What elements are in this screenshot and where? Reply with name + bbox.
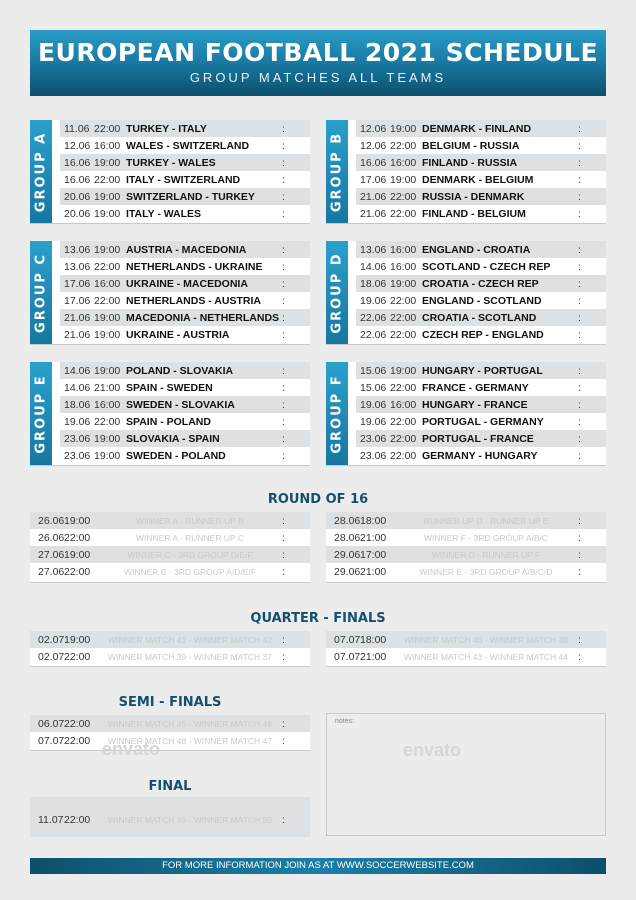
match-date: 07.07 xyxy=(38,734,65,747)
match-row xyxy=(356,137,606,154)
match-time: 19:00 xyxy=(94,449,121,462)
match-teams: DENMARK - BELGIUM xyxy=(422,173,534,186)
group-tab xyxy=(326,120,348,223)
match-teams: HUNGARY - FRANCE xyxy=(422,398,528,411)
match-date: 11.06 xyxy=(64,122,90,135)
match-teams: WINNER C - 3RD GROUP D/E/F xyxy=(127,549,253,560)
match-row xyxy=(60,275,310,292)
score-field[interactable]: : xyxy=(282,565,285,578)
match-teams: WINNER F - 3RD GROUP A/B/C xyxy=(423,532,549,543)
match-date: 14.06 xyxy=(64,364,91,377)
score-field[interactable]: : xyxy=(282,311,285,324)
score-field[interactable]: : xyxy=(578,156,581,169)
match-teams: SWITZERLAND - TURKEY xyxy=(126,190,255,203)
score-field[interactable]: : xyxy=(282,432,285,445)
match-teams: HUNGARY - PORTUGAL xyxy=(422,364,543,377)
match-teams: WINNER MATCH 40 - WINNER MATCH 38 xyxy=(403,634,569,645)
match-teams: WINNER MATCH 41 - WINNER MATCH 42 xyxy=(107,634,273,645)
match-row xyxy=(60,137,310,154)
match-row xyxy=(30,811,310,828)
final-box xyxy=(30,797,310,837)
match-row xyxy=(30,732,310,749)
score-field[interactable]: : xyxy=(578,311,581,324)
match-date: 15.06 xyxy=(360,364,387,377)
match-row xyxy=(30,563,310,580)
match-row xyxy=(356,309,606,326)
match-time: 16:00 xyxy=(94,277,121,290)
match-teams: PORTUGAL - GERMANY xyxy=(422,415,544,428)
match-teams: CROATIA - CZECH REP xyxy=(422,277,539,290)
match-row xyxy=(60,430,310,447)
match-row xyxy=(30,546,310,563)
match-teams: TURKEY - WALES xyxy=(126,156,216,169)
quarter-finals-left xyxy=(30,631,310,666)
match-date: 26.06 xyxy=(38,531,65,544)
match-date: 02.07 xyxy=(38,650,65,663)
semi-finals-title: SEMI - FINALS xyxy=(118,695,222,710)
match-row xyxy=(30,648,310,665)
match-row xyxy=(356,447,606,464)
match-row xyxy=(356,188,606,205)
match-date: 13.06 xyxy=(64,260,91,273)
quarter-finals-right xyxy=(326,631,606,666)
score-field[interactable]: : xyxy=(282,294,285,307)
score-field[interactable]: : xyxy=(282,398,285,411)
match-date: 12.06 xyxy=(360,139,387,152)
match-row xyxy=(60,309,310,326)
group-box xyxy=(326,362,606,465)
match-time: 22:00 xyxy=(390,139,417,152)
match-date: 17.06 xyxy=(360,173,387,186)
match-time: 22:00 xyxy=(64,531,91,544)
match-row xyxy=(60,120,310,137)
match-date: 28.06 xyxy=(334,514,361,527)
match-teams: ENGLAND - CROATIA xyxy=(422,243,531,256)
match-teams: MACEDONIA - NETHERLANDS xyxy=(126,311,280,324)
match-date: 23.06 xyxy=(64,449,91,462)
match-time: 22:00 xyxy=(64,717,91,730)
match-time: 19:00 xyxy=(94,243,121,256)
match-date: 29.06 xyxy=(334,548,361,561)
match-date: 06.07 xyxy=(38,717,65,730)
group-box xyxy=(30,241,310,344)
match-time: 19:00 xyxy=(94,432,121,445)
match-teams: NETHERLANDS - AUSTRIA xyxy=(126,294,261,307)
match-teams: TURKEY - ITALY xyxy=(126,122,207,135)
match-time: 18:00 xyxy=(360,514,387,527)
match-time: 21:00 xyxy=(360,531,387,544)
score-field[interactable]: : xyxy=(578,650,581,663)
score-field[interactable]: : xyxy=(578,548,581,561)
match-row xyxy=(326,563,606,580)
score-field[interactable]: : xyxy=(282,207,285,220)
match-teams: WALES - SWITZERLAND xyxy=(126,139,250,152)
match-teams: WINNER MATCH 45 - WINNER MATCH 46 xyxy=(107,718,273,729)
match-time: 16:00 xyxy=(94,398,121,411)
match-row xyxy=(356,379,606,396)
group-label: GROUP F xyxy=(329,373,345,454)
match-time: 22:00 xyxy=(94,415,121,428)
match-date: 16.06 xyxy=(64,173,91,186)
quarter-finals-title: QUARTER - FINALS xyxy=(250,611,386,626)
score-field[interactable]: : xyxy=(578,207,581,220)
score-field[interactable]: : xyxy=(578,432,581,445)
match-row xyxy=(356,413,606,430)
match-row xyxy=(356,326,606,343)
group-box xyxy=(30,120,310,223)
watermark-logo: envato xyxy=(403,740,462,760)
match-time: 16:00 xyxy=(390,156,417,169)
match-teams: SLOVAKIA - SPAIN xyxy=(126,432,220,445)
match-date: 11.07 xyxy=(38,813,64,826)
match-time: 22:00 xyxy=(390,381,417,394)
match-time: 19:00 xyxy=(64,514,91,527)
match-date: 17.06 xyxy=(64,277,91,290)
match-date: 23.06 xyxy=(360,449,387,462)
match-time: 19:00 xyxy=(390,122,417,135)
match-teams: WINNER A - RUNNER UP C xyxy=(136,532,244,543)
notes-label: notes: xyxy=(335,718,355,725)
score-field[interactable]: : xyxy=(282,122,285,135)
match-teams: SWEDEN - POLAND xyxy=(126,449,226,462)
match-row xyxy=(60,396,310,413)
match-teams: NETHERLANDS - UKRAINE xyxy=(126,260,263,273)
group-tab xyxy=(326,241,348,344)
match-date: 20.06 xyxy=(64,207,91,220)
match-teams: SPAIN - SWEDEN xyxy=(126,381,213,394)
match-time: 16:00 xyxy=(94,139,121,152)
score-field[interactable]: : xyxy=(578,415,581,428)
match-date: 27.06 xyxy=(38,565,65,578)
match-teams: WINNER MATCH 48 - WINNER MATCH 47 xyxy=(107,735,273,746)
group-tab xyxy=(30,241,52,344)
score-field[interactable]: : xyxy=(282,243,285,256)
notes-box[interactable] xyxy=(326,713,606,836)
match-date: 19.06 xyxy=(360,294,387,307)
score-field[interactable]: : xyxy=(282,156,285,169)
match-date: 29.06 xyxy=(334,565,361,578)
score-field[interactable]: : xyxy=(282,381,285,394)
match-date: 28.06 xyxy=(334,531,361,544)
match-date: 18.06 xyxy=(360,277,387,290)
match-row xyxy=(356,241,606,258)
match-row xyxy=(356,120,606,137)
group-tab xyxy=(30,120,52,223)
match-teams: FINLAND - BELGIUM xyxy=(422,207,526,220)
match-time: 22:00 xyxy=(94,260,121,273)
score-field[interactable]: : xyxy=(282,633,285,646)
match-row xyxy=(326,631,606,648)
group-box xyxy=(326,120,606,223)
score-field[interactable]: : xyxy=(578,294,581,307)
match-row xyxy=(356,430,606,447)
match-time: 19:00 xyxy=(94,311,121,324)
match-time: 19:00 xyxy=(64,548,91,561)
match-row xyxy=(60,258,310,275)
match-date: 27.06 xyxy=(38,548,65,561)
match-date: 13.06 xyxy=(64,243,91,256)
page-title: EUROPEAN FOOTBALL 2021 SCHEDULE xyxy=(37,38,599,67)
score-field[interactable]: : xyxy=(282,650,285,663)
match-teams: ITALY - WALES xyxy=(126,207,202,220)
match-teams: DENMARK - FINLAND xyxy=(422,122,532,135)
match-row xyxy=(30,631,310,648)
match-row xyxy=(30,715,310,732)
match-date: 12.06 xyxy=(360,122,387,135)
score-field[interactable]: : xyxy=(578,381,581,394)
group-label: GROUP D xyxy=(329,251,345,334)
match-teams: AUSTRIA - MACEDONIA xyxy=(126,243,247,256)
match-time: 22:00 xyxy=(390,328,417,341)
group-box xyxy=(30,362,310,465)
match-teams: FINLAND - RUSSIA xyxy=(422,156,518,169)
match-teams: SPAIN - POLAND xyxy=(126,415,211,428)
match-teams: SWEDEN - SLOVAKIA xyxy=(126,398,235,411)
match-teams: PORTUGAL - FRANCE xyxy=(422,432,534,445)
match-row xyxy=(356,205,606,222)
match-row xyxy=(60,326,310,343)
match-teams: UKRAINE - MACEDONIA xyxy=(126,277,248,290)
match-time: 21:00 xyxy=(360,565,387,578)
match-teams: WINNER D - RUNNER UP F xyxy=(431,549,541,560)
match-date: 15.06 xyxy=(360,381,387,394)
match-time: 16:00 xyxy=(390,398,417,411)
match-date: 19.06 xyxy=(360,398,387,411)
match-date: 21.06 xyxy=(360,190,387,203)
score-field[interactable]: : xyxy=(578,173,581,186)
match-time: 19:00 xyxy=(94,207,121,220)
match-date: 23.06 xyxy=(360,432,387,445)
match-date: 18.06 xyxy=(64,398,91,411)
match-row xyxy=(356,362,606,379)
match-time: 16:00 xyxy=(390,243,417,256)
match-teams: RUNNER UP D - RUNNER UP E xyxy=(423,515,549,526)
match-row xyxy=(60,241,310,258)
footer-banner: FOR MORE INFORMATION JOIN AS AT WWW.SOCCERWEBSITE.COM xyxy=(30,858,606,874)
score-field[interactable]: : xyxy=(578,277,581,290)
match-row xyxy=(356,292,606,309)
match-row xyxy=(326,529,606,546)
match-row xyxy=(60,171,310,188)
match-time: 21:00 xyxy=(360,650,387,663)
group-label: GROUP B xyxy=(329,131,345,212)
watermark-logo: envato xyxy=(102,739,161,759)
score-field[interactable]: : xyxy=(282,734,285,747)
match-date: 21.06 xyxy=(64,328,91,341)
match-teams: WINNER B - 3RD GROUP A/D/E/F xyxy=(123,566,257,577)
match-teams: CROATIA - SCOTLAND xyxy=(422,311,537,324)
match-date: 07.07 xyxy=(334,633,361,646)
match-date: 02.07 xyxy=(38,633,65,646)
match-time: 19:00 xyxy=(390,277,417,290)
group-label: GROUP E xyxy=(33,373,49,454)
match-teams: WINNER E - 3RD GROUP A/B/C/D xyxy=(419,566,553,577)
score-field[interactable]: : xyxy=(282,813,285,826)
match-date: 22.06 xyxy=(360,311,387,324)
match-teams: WINNER MATCH 39 - WINNER MATCH 37 xyxy=(107,651,273,662)
round-of-16-left xyxy=(30,512,310,582)
score-field[interactable]: : xyxy=(282,364,285,377)
match-date: 26.06 xyxy=(38,514,65,527)
match-row xyxy=(356,154,606,171)
match-date: 19.06 xyxy=(64,415,91,428)
match-date: 13.06 xyxy=(360,243,387,256)
match-time: 19:00 xyxy=(94,190,121,203)
round-of-16-right xyxy=(326,512,606,582)
match-time: 22:00 xyxy=(94,173,121,186)
match-row xyxy=(60,292,310,309)
match-date: 16.06 xyxy=(64,156,91,169)
match-row xyxy=(356,258,606,275)
score-field[interactable]: : xyxy=(578,260,581,273)
match-teams: UKRAINE - AUSTRIA xyxy=(126,328,230,341)
score-field[interactable]: : xyxy=(578,514,581,527)
match-time: 22:00 xyxy=(64,565,91,578)
match-time: 22:00 xyxy=(390,415,417,428)
match-teams: WINNER A - RUNNER UP B xyxy=(136,515,244,526)
match-time: 19:00 xyxy=(94,328,121,341)
match-time: 21:00 xyxy=(94,381,121,394)
match-row xyxy=(356,396,606,413)
match-row xyxy=(326,546,606,563)
match-date: 21.06 xyxy=(360,207,387,220)
match-teams: CZECH REP - ENGLAND xyxy=(422,328,544,341)
match-row xyxy=(30,529,310,546)
match-time: 19:00 xyxy=(94,364,121,377)
match-time: 22:00 xyxy=(390,449,417,462)
match-row xyxy=(60,362,310,379)
match-time: 22:00 xyxy=(64,734,91,747)
match-time: 18:00 xyxy=(360,633,387,646)
match-date: 22.06 xyxy=(360,328,387,341)
match-teams: ENGLAND - SCOTLAND xyxy=(422,294,542,307)
score-field[interactable]: : xyxy=(578,139,581,152)
page-header xyxy=(30,30,606,96)
match-row xyxy=(326,648,606,665)
match-time: 22:00 xyxy=(390,432,417,445)
match-date: 14.06 xyxy=(64,381,91,394)
match-time: 22:00 xyxy=(390,190,417,203)
group-tab xyxy=(326,362,348,465)
score-field[interactable]: : xyxy=(578,190,581,203)
score-field[interactable]: : xyxy=(282,328,285,341)
score-field[interactable]: : xyxy=(282,548,285,561)
final-title: FINAL xyxy=(148,779,192,794)
match-row xyxy=(60,154,310,171)
group-label: GROUP A xyxy=(33,131,49,212)
match-time: 19:00 xyxy=(64,633,91,646)
match-row xyxy=(60,188,310,205)
match-time: 22:00 xyxy=(64,813,91,826)
match-time: 19:00 xyxy=(390,173,417,186)
page-subtitle: GROUP MATCHES ALL TEAMS xyxy=(189,70,447,85)
round-of-16-title: ROUND OF 16 xyxy=(267,492,369,507)
match-date: 16.06 xyxy=(360,156,387,169)
match-row xyxy=(60,413,310,430)
match-row xyxy=(326,512,606,529)
score-field[interactable]: : xyxy=(282,449,285,462)
score-field[interactable]: : xyxy=(578,122,581,135)
match-time: 22:00 xyxy=(64,650,91,663)
match-teams: FRANCE - GERMANY xyxy=(422,381,529,394)
score-field[interactable]: : xyxy=(578,531,581,544)
score-field[interactable]: : xyxy=(578,328,581,341)
semi-finals-box xyxy=(30,715,310,750)
match-teams: ITALY - SWITZERLAND xyxy=(126,173,241,186)
match-row xyxy=(356,275,606,292)
match-row xyxy=(30,512,310,529)
score-field[interactable]: : xyxy=(282,415,285,428)
match-row xyxy=(60,205,310,222)
match-date: 14.06 xyxy=(360,260,387,273)
score-field[interactable]: : xyxy=(282,260,285,273)
score-field[interactable]: : xyxy=(282,514,285,527)
match-time: 22:00 xyxy=(94,122,121,135)
group-tab xyxy=(30,362,52,465)
score-field[interactable]: : xyxy=(282,531,285,544)
match-date: 19.06 xyxy=(360,415,387,428)
group-box xyxy=(326,241,606,344)
match-row xyxy=(60,447,310,464)
match-teams: WINNER MATCH 43 - WINNER MATCH 44 xyxy=(403,651,569,662)
match-teams: SCOTLAND - CZECH REP xyxy=(422,260,551,273)
score-field[interactable]: : xyxy=(578,398,581,411)
match-row xyxy=(60,379,310,396)
score-field[interactable]: : xyxy=(282,173,285,186)
score-field[interactable]: : xyxy=(282,190,285,203)
match-row xyxy=(356,171,606,188)
match-time: 17:00 xyxy=(360,548,387,561)
match-date: 23.06 xyxy=(64,432,91,445)
score-field[interactable]: : xyxy=(282,717,285,730)
score-field[interactable]: : xyxy=(282,139,285,152)
match-teams: RUSSIA - DENMARK xyxy=(422,190,525,203)
match-time: 19:00 xyxy=(390,364,417,377)
match-date: 21.06 xyxy=(64,311,91,324)
group-label: GROUP C xyxy=(33,252,49,333)
score-field[interactable]: : xyxy=(282,277,285,290)
score-field[interactable]: : xyxy=(578,633,581,646)
match-teams: GERMANY - HUNGARY xyxy=(422,449,538,462)
match-date: 20.06 xyxy=(64,190,91,203)
match-time: 22:00 xyxy=(390,294,417,307)
match-time: 22:00 xyxy=(390,207,417,220)
score-field[interactable]: : xyxy=(578,243,581,256)
score-field[interactable]: : xyxy=(578,364,581,377)
match-time: 22:00 xyxy=(390,311,417,324)
score-field[interactable]: : xyxy=(578,565,581,578)
match-time: 16:00 xyxy=(390,260,417,273)
match-time: 22:00 xyxy=(94,294,121,307)
match-date: 12.06 xyxy=(64,139,91,152)
match-date: 17.06 xyxy=(64,294,91,307)
match-date: 07.07 xyxy=(334,650,361,663)
score-field[interactable]: : xyxy=(578,449,581,462)
match-teams: POLAND - SLOVAKIA xyxy=(126,364,234,377)
match-teams: BELGIUM - RUSSIA xyxy=(422,139,520,152)
match-time: 19:00 xyxy=(94,156,121,169)
match-teams: WINNER MATCH 49 - WINNER MATCH 50 xyxy=(107,814,273,825)
